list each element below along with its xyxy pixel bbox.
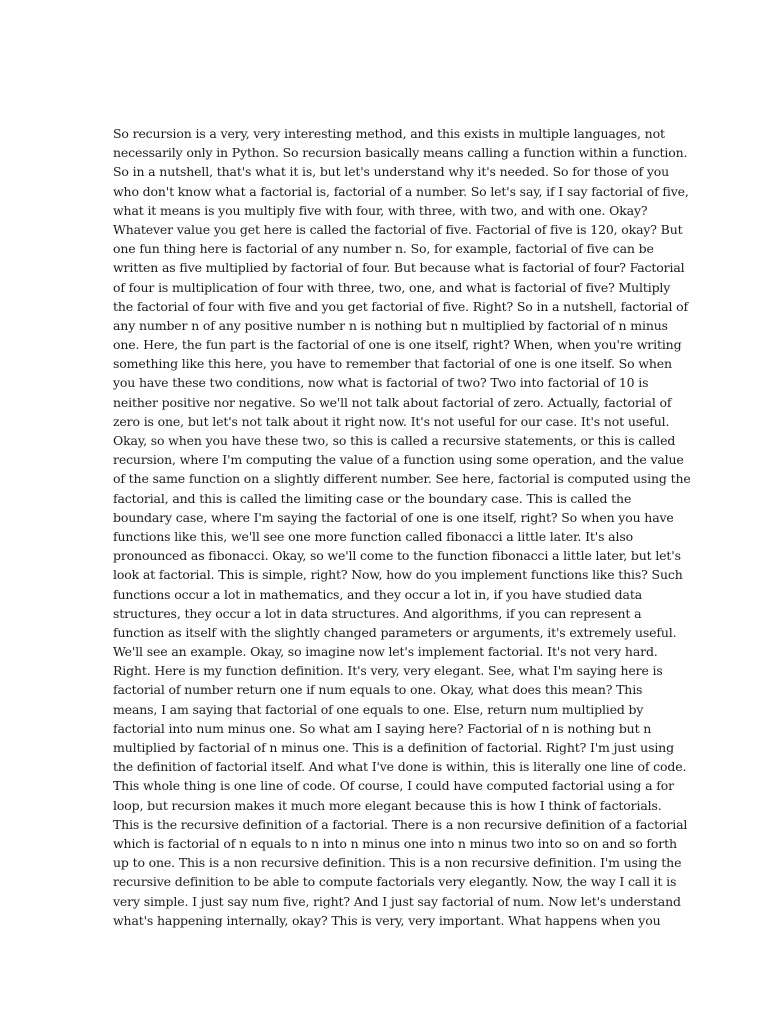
- text-line: the factorial of four with five and you get factorial of five. Right? So in a nutshell, factorial of: [113, 298, 688, 314]
- text-line: zero is one, but let's not talk about it right now. It's not useful for our case. It's not useful.: [113, 413, 670, 429]
- text-line: pronounced as fibonacci. Okay, so we'll come to the function fibonacci a little later, but let's: [113, 548, 681, 564]
- text-line: up to one. This is a non recursive definition. This is a non recursive definition. I'm using the: [113, 855, 682, 871]
- text-line: factorial into num minus one. So what am I saying here? Factorial of n is nothing but n: [113, 720, 652, 736]
- text-line: one fun thing here is factorial of any number n. So, for example, factorial of five can be: [113, 241, 654, 257]
- text-line: This is the recursive definition of a factorial. There is a non recursive definition of a factorial: [113, 816, 688, 832]
- text-line: functions occur a lot in mathematics, and they occur a lot in, if you have studied data: [113, 586, 643, 602]
- text-line: Whatever value you get here is called the factorial of five. Factorial of five is 120, okay? But: [113, 221, 683, 237]
- text-line: So in a nutshell, that's what it is, but let's understand why it's needed. So for those of you: [113, 164, 670, 180]
- text-line: what it means is you multiply five with four, with three, with two, and with one. Okay?: [113, 202, 648, 218]
- text-line: factorial, and this is called the limiting case or the boundary case. This is called the: [113, 490, 632, 506]
- text-line: boundary case, where I'm saying the factorial of one is one itself, right? So when you have: [113, 509, 674, 525]
- text-line: who don't know what a factorial is, factorial of a number. So let's say, if I say factorial of five,: [113, 183, 689, 199]
- text-line: means, I am saying that factorial of one equals to one. Else, return num multiplied by: [113, 701, 644, 717]
- document-body: [113, 124, 691, 930]
- text-line: something like this here, you have to remember that factorial of one is one itself. So when: [113, 356, 672, 372]
- text-line: very simple. I just say num five, right? And I just say factorial of num. Now let's understand: [113, 893, 681, 909]
- text-line: what's happening internally, okay? This is very, very important. What happens when you: [113, 912, 661, 928]
- text-line: look at factorial. This is simple, right? Now, how do you implement functions like this? Such: [113, 567, 683, 583]
- text-line: functions like this, we'll see one more function called fibonacci a little later. It's also: [113, 528, 633, 544]
- text-line: structures, they occur a lot in data structures. And algorithms, if you can represent a: [113, 605, 642, 621]
- text-line: which is factorial of n equals to n into n minus one into n minus two into so on and so forth: [113, 835, 677, 851]
- text-line: of the same function on a slightly different number. See here, factorial is computed using the: [113, 471, 691, 487]
- text-line: any number n of any positive number n is nothing but n multiplied by factorial of n minus: [113, 317, 668, 333]
- text-line: recursive definition to be able to compute factorials very elegantly. Now, the way I call it is: [113, 874, 677, 890]
- text-line: loop, but recursion makes it much more elegant because this is how I think of factorials.: [113, 797, 662, 813]
- text-line: necessarily only in Python. So recursion basically means calling a function within a function.: [113, 145, 688, 161]
- text-line: neither positive nor negative. So we'll not talk about factorial of zero. Actually, factorial of: [113, 394, 672, 410]
- text-line: We'll see an example. Okay, so imagine now let's implement factorial. It's not very hard.: [113, 644, 658, 660]
- text-line: function as itself with the slightly changed parameters or arguments, it's extremely useful.: [113, 624, 677, 640]
- text-line: This whole thing is one line of code. Of course, I could have computed factorial using a for: [113, 778, 674, 794]
- text-line: Okay, so when you have these two, so this is called a recursive statements, or this is called: [113, 433, 676, 448]
- text-line: multiplied by factorial of n minus one. This is a definition of factorial. Right? I'm just using: [113, 740, 674, 755]
- text-line: one. Here, the fun part is the factorial of one is one itself, right? When, when you're writing: [113, 337, 682, 353]
- text-line: So recursion is a very, very interesting method, and this exists in multiple languages, not: [113, 126, 665, 141]
- text-line: Right. Here is my function definition. It's very, very elegant. See, what I'm saying here is: [113, 663, 663, 679]
- text-line: the definition of factorial itself. And what I've done is within, this is literally one line of code.: [113, 759, 687, 775]
- text-line: written as five multiplied by factorial of four. But because what is factorial of four? Factorial: [113, 260, 685, 276]
- text-line: you have these two conditions, now what is factorial of two? Two into factorial of 10 is: [113, 375, 649, 391]
- text-line: factorial of number return one if num equals to one. Okay, what does this mean? This: [113, 682, 643, 698]
- text-line: of four is multiplication of four with three, two, one, and what is factorial of five? Multiply: [113, 279, 671, 295]
- text-line: recursion, where I'm computing the value of a function using some operation, and the value: [113, 452, 684, 468]
